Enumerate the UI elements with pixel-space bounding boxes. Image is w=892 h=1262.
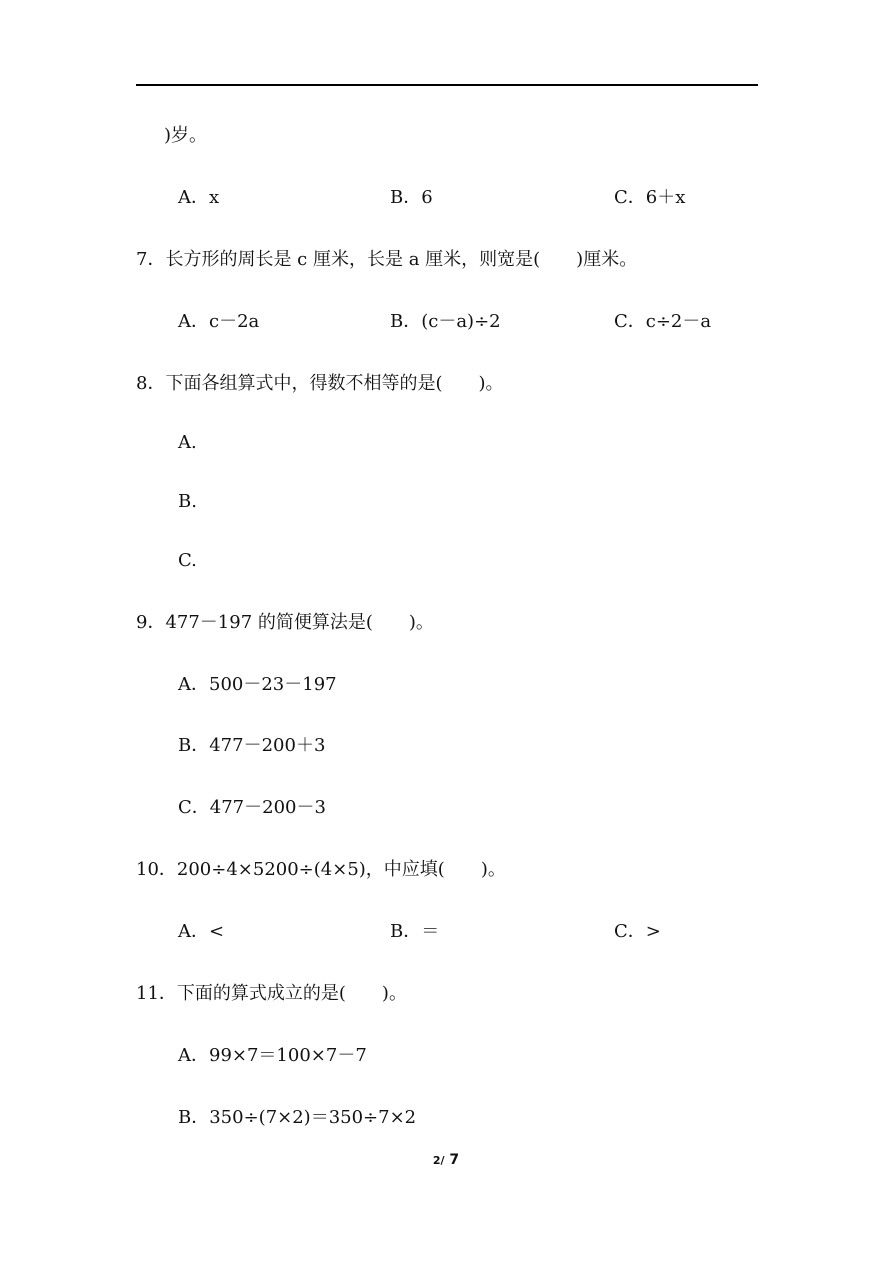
- q11-option-b: B．350÷(7×2)＝350÷7×2: [178, 1107, 417, 1128]
- q6-option-b: B．6: [390, 187, 433, 208]
- q6-option-c: C．6＋x: [614, 187, 686, 208]
- q7-option-b: B．(c－a)÷2: [390, 311, 501, 332]
- q7-stem: 7．长方形的周长是 c 厘米，长是 a 厘米，则宽是( )厘米。: [136, 249, 638, 270]
- q9-stem: 9．477－197 的简便算法是( )。: [136, 612, 434, 633]
- q6-option-a: A．x: [178, 187, 220, 208]
- q9-option-b: B．477－200＋3: [178, 735, 326, 756]
- q8-option-a: A.: [178, 432, 197, 453]
- q8-option-b: B.: [178, 491, 197, 512]
- q9-option-a: A．500－23－197: [178, 674, 337, 695]
- q9-option-c: C．477－200－3: [178, 797, 326, 818]
- q8-option-c: C.: [178, 550, 197, 571]
- header-rule: [136, 84, 758, 86]
- q10-stem: 10．200÷4×5200÷(4×5)，中应填( )。: [136, 859, 506, 880]
- page-total: 7: [444, 1152, 460, 1168]
- q7-option-c: C．c÷2－a: [614, 311, 712, 332]
- page-current: 2/: [432, 1154, 445, 1167]
- page-number: [0, 1152, 892, 1168]
- q10-option-c: C．>: [614, 921, 661, 942]
- q7-option-a: A．c－2a: [178, 311, 260, 332]
- q11-option-a: A．99×7＝100×7－7: [178, 1045, 367, 1066]
- q11-stem: 11．下面的算式成立的是( )。: [136, 983, 407, 1004]
- q8-stem: 8．下面各组算式中，得数不相等的是( )。: [136, 373, 504, 394]
- question-continuation: )岁。: [164, 125, 208, 146]
- q10-option-b: B．＝: [390, 921, 440, 942]
- q10-option-a: A．<: [178, 921, 225, 942]
